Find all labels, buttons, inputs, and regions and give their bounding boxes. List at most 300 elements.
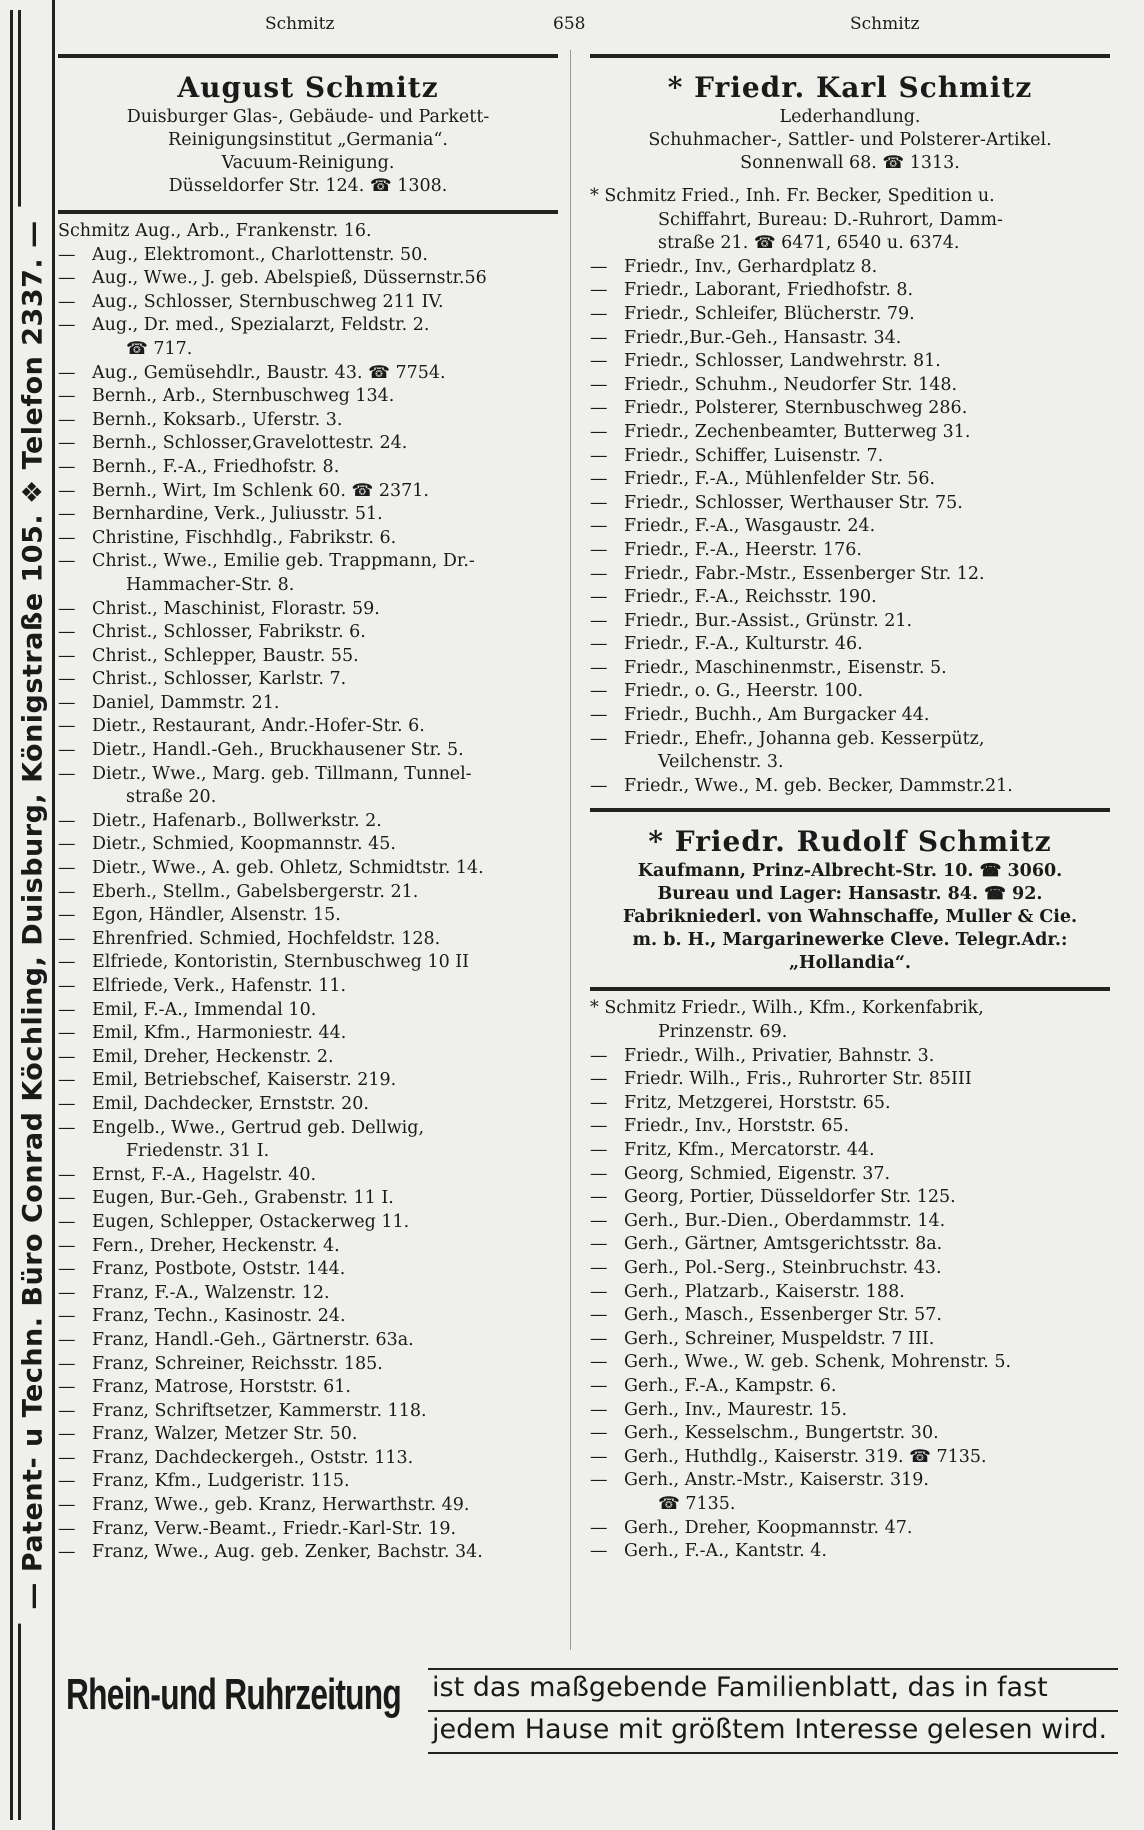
directory-entry (58, 881, 558, 905)
entry-text: Dietr., Wwe., Marg. geb. Tillmann, Tunnel- (92, 763, 472, 784)
entry-text: Friedr., Schlosser, Werthauser Str. 75. (624, 492, 963, 513)
entry-text: Franz, Walzer, Metzer Str. 50. (92, 1424, 358, 1445)
directory-entry (58, 975, 558, 999)
directory-entry (590, 279, 1110, 303)
rule (590, 987, 1110, 991)
entry-text: Dietr., Restaurant, Andr.-Hofer-Str. 6. (92, 716, 425, 737)
entry-text: Friedr.,Bur.-Geh., Hansastr. 34. (624, 327, 902, 348)
ditto-dash: — (590, 398, 608, 419)
directory-entry (58, 645, 558, 669)
ditto-dash: — (590, 1092, 608, 1113)
ditto-dash: — (58, 1447, 76, 1468)
directory-entry (58, 999, 558, 1023)
directory-entry (590, 610, 1110, 634)
ad-line: Kaufmann, Prinz-Albrecht-Str. 10. ☎ 3060. (637, 861, 1063, 882)
entry-text: Emil, F.-A., Immendal 10. (92, 999, 317, 1020)
directory-entry (590, 751, 1110, 775)
entry-text: Bernh., Wirt, Im Schlenk 60. ☎ 2371. (92, 480, 429, 501)
directory-entry (590, 1540, 1110, 1564)
entry-text: Friedr., Maschinenmstr., Eisenstr. 5. (624, 657, 947, 678)
directory-entry (58, 244, 558, 268)
ditto-dash: — (58, 480, 76, 501)
ditto-dash: — (58, 928, 76, 949)
ditto-dash: — (58, 834, 76, 855)
ad-line: Duisburger Glas-, Gebäude- und Parkett- (126, 107, 490, 127)
ditto-dash: — (590, 1328, 608, 1349)
directory-entry (58, 1258, 558, 1282)
ditto-dash: — (590, 1045, 608, 1066)
ditto-dash: — (58, 810, 76, 831)
directory-entry (58, 951, 558, 975)
entry-text: Gerh., Gärtner, Amtsgerichtsstr. 8a. (624, 1234, 943, 1255)
directory-entry (58, 1541, 558, 1565)
entry-text: Friedr., F.-A., Mühlenfelder Str. 56. (624, 469, 936, 490)
entry-text: Christ., Schlepper, Baustr. 55. (92, 645, 359, 666)
footer-rule (428, 1752, 1118, 1754)
directory-entry (590, 374, 1110, 398)
ditto-dash: — (58, 1023, 76, 1044)
ditto-dash: — (590, 303, 608, 324)
ditto-dash: — (590, 421, 608, 442)
entry-text: Friedr., Schiffer, Luisenstr. 7. (624, 445, 884, 466)
header-left: Schmitz (265, 14, 335, 34)
ad-line: Lederhandlung. (779, 107, 921, 127)
entry-text: Christine, Fischhdlg., Fabrikstr. 6. (92, 527, 397, 548)
entry-text: Gerh., Platzarb., Kaiserstr. 188. (624, 1281, 905, 1302)
ditto-dash: — (58, 1235, 76, 1256)
ditto-dash: — (58, 291, 76, 312)
ditto-dash: — (58, 1259, 76, 1280)
ad-line: Sonnenwall 68. ☎ 1313. (740, 153, 960, 173)
ditto-dash: — (58, 1377, 76, 1398)
entry-text: Friedr., F.-A., Heerstr. 176. (624, 539, 862, 560)
ditto-dash: — (58, 1495, 76, 1516)
entry-text: Fern., Dreher, Heckenstr. 4. (92, 1235, 340, 1256)
directory-entry (58, 763, 558, 787)
ditto-dash: — (58, 622, 76, 643)
right-column (590, 48, 1110, 1564)
entry-text: straße 20. (126, 787, 217, 808)
entry-text: Franz, Wwe., Aug. geb. Zenker, Bachstr. 34. (92, 1542, 483, 1563)
directory-entry (590, 350, 1110, 374)
ditto-dash: — (58, 716, 76, 737)
entry-text: Friedr. Wilh., Fris., Ruhrorter Str. 85III (624, 1069, 972, 1090)
ditto-dash: — (58, 1353, 76, 1374)
directory-entry (58, 385, 558, 409)
entry-text: Bernh., Koksarb., Uferstr. 3. (92, 409, 343, 430)
ditto-dash: — (58, 386, 76, 407)
entry-text: Dietr., Wwe., A. geb. Ohletz, Schmidtstr. 14. (92, 858, 484, 879)
entry-text: * Schmitz Fried., Inh. Fr. Becker, Spedition u. (590, 186, 995, 206)
directory-entry (58, 928, 558, 952)
entry-text: Friedr., F.-A., Reichsstr. 190. (624, 587, 877, 608)
entry-text: Gerh., Huthdlg., Kaiserstr. 319. ☎ 7135. (624, 1446, 987, 1467)
ditto-dash: — (58, 504, 76, 525)
entry-text: Gerh., F.-A., Kantstr. 4. (624, 1541, 827, 1562)
entry-text: Dietr., Handl.-Geh., Bruckhausener Str. 5. (92, 740, 464, 761)
entry-text: Gerh., Pol.-Serg., Steinbruchstr. 43. (624, 1257, 942, 1278)
footer-line: jedem Hause mit größtem Interesse gelesen wird. (432, 1714, 1108, 1745)
ditto-dash: — (590, 469, 608, 490)
ditto-dash: — (58, 1518, 76, 1539)
ditto-dash: — (58, 527, 76, 548)
entry-text: Dietr., Schmied, Koopmannstr. 45. (92, 834, 396, 855)
entry-list (58, 220, 558, 1565)
entry-text: Gerh., Dreher, Koopmannstr. 47. (624, 1517, 913, 1538)
ditto-dash: — (58, 669, 76, 690)
directory-entry (590, 1045, 1110, 1069)
ditto-dash: — (590, 327, 608, 348)
directory-entry (590, 468, 1110, 492)
entry-text: Aug., Schlosser, Sternbuschweg 211 IV. (92, 291, 444, 312)
entry-text: Friedr., Ehefr., Johanna geb. Kesserpütz, (624, 728, 985, 749)
directory-entry (590, 397, 1110, 421)
directory-entry (590, 704, 1110, 728)
ad-august-schmitz (58, 64, 558, 204)
directory-entry (590, 1517, 1110, 1541)
entry-text: Ehrenfried. Schmied, Hochfeldstr. 128. (92, 928, 441, 949)
directory-entry (590, 633, 1110, 657)
directory-entry (590, 1375, 1110, 1399)
directory-entry (58, 692, 558, 716)
directory-entry (590, 445, 1110, 469)
entry-text: Friedr., Schleifer, Blücherstr. 79. (624, 303, 915, 324)
entry-text: Friedr., o. G., Heerstr. 100. (624, 681, 864, 702)
ditto-dash: — (58, 1329, 76, 1350)
directory-entry (590, 728, 1110, 752)
entry-text: Friedr., Zechenbeamter, Butterweg 31. (624, 421, 971, 442)
directory-entry (58, 1093, 558, 1117)
directory-entry (58, 1423, 558, 1447)
ditto-dash: — (590, 1257, 608, 1278)
directory-entry (58, 267, 558, 291)
ditto-dash: — (58, 1070, 76, 1091)
ad-line: Schuhmacher-, Sattler- und Polsterer-Artikel. (648, 130, 1052, 150)
ditto-dash: — (590, 1399, 608, 1420)
ditto-dash: — (590, 256, 608, 277)
entry-text: Veilchenstr. 3. (658, 752, 784, 773)
rule (590, 54, 1110, 58)
entry-text: Friedenstr. 31 I. (126, 1141, 270, 1162)
directory-entry (58, 480, 558, 504)
entry-text: Franz, Dachdeckergeh., Oststr. 113. (92, 1447, 414, 1468)
footer-line: ist das maßgebende Familienblatt, das in fast (432, 1672, 1048, 1703)
ditto-dash: — (590, 1187, 608, 1208)
ditto-dash: — (58, 1282, 76, 1303)
ditto-dash: — (58, 1117, 76, 1138)
directory-entry (590, 1328, 1110, 1352)
directory-entry (590, 1021, 1110, 1045)
ditto-dash: — (590, 1210, 608, 1231)
ditto-dash: — (58, 763, 76, 784)
ditto-dash: — (58, 1046, 76, 1067)
ditto-dash: — (58, 952, 76, 973)
directory-entry (58, 621, 558, 645)
ditto-dash: — (58, 881, 76, 902)
entry-text: Friedr., Wwe., M. geb. Becker, Dammstr.21. (624, 775, 1013, 796)
ditto-dash: — (590, 1234, 608, 1255)
directory-entry (590, 303, 1110, 327)
footer-rule (428, 1710, 1118, 1712)
entry-text: Eugen, Schlepper, Ostackerweg 11. (92, 1211, 410, 1232)
ditto-dash: — (58, 268, 76, 289)
ad-name: August Schmitz (177, 71, 439, 104)
entry-text: Christ., Schlosser, Fabrikstr. 6. (92, 622, 366, 643)
ditto-dash: — (590, 563, 608, 584)
entry-text: ☎ 7135. (658, 1493, 736, 1514)
directory-entry (58, 833, 558, 857)
column-divider (570, 50, 571, 1650)
entry-text: Eberh., Stellm., Gabelsbergerstr. 21. (92, 881, 419, 902)
directory-entry (590, 1115, 1110, 1139)
ditto-dash: — (58, 1471, 76, 1492)
directory-entry (58, 904, 558, 928)
entry-text: Christ., Wwe., Emilie geb. Trappmann, Dr.- (92, 551, 475, 572)
entry-text: Franz, Techn., Kasinostr. 24. (92, 1306, 346, 1327)
directory-entry (590, 586, 1110, 610)
directory-entry (58, 338, 558, 362)
ditto-dash: — (58, 740, 76, 761)
entry-text: Friedr., Wilh., Privatier, Bahnstr. 3. (624, 1045, 935, 1066)
directory-entry (58, 1069, 558, 1093)
entry-text: Aug., Dr. med., Spezialarzt, Feldstr. 2. (92, 315, 430, 336)
ad-friedr-rudolf-schmitz (590, 818, 1110, 981)
directory-entry (590, 492, 1110, 516)
directory-entry (590, 1186, 1110, 1210)
entry-text: * Schmitz Friedr., Wilh., Kfm., Korkenfabrik, (590, 998, 984, 1019)
directory-entry (58, 1282, 558, 1306)
entry-text: Georg, Schmied, Eigenstr. 37. (624, 1163, 891, 1184)
ad-name: * Friedr. Rudolf Schmitz (648, 825, 1052, 859)
entry-text: Franz, Postbote, Oststr. 144. (92, 1259, 346, 1280)
ditto-dash: — (590, 1446, 608, 1467)
entry-text: straße 21. ☎ 6471, 6540 u. 6374. (658, 233, 960, 254)
directory-entry (58, 786, 558, 810)
ditto-dash: — (58, 362, 76, 383)
ditto-dash: — (590, 1375, 608, 1396)
entry-text: Georg, Portier, Düsseldorfer Str. 125. (624, 1187, 956, 1208)
entry-text: Gerh., Masch., Essenberger Str. 57. (624, 1305, 942, 1326)
directory-entry (58, 1494, 558, 1518)
entry-text: Bernh., F.-A., Friedhofstr. 8. (92, 456, 340, 477)
entry-text: Emil, Dachdecker, Ernststr. 20. (92, 1093, 369, 1114)
entry-list (590, 997, 1110, 1563)
directory-entry (590, 1163, 1110, 1187)
entry-text: Friedr., Buchh., Am Burgacker 44. (624, 705, 930, 726)
directory-entry (58, 1353, 558, 1377)
ad-line: Fabrikniederl. von Wahnschaffe, Muller & Cie. (622, 907, 1078, 928)
entry-text: Friedr., F.-A., Kulturstr. 46. (624, 634, 863, 655)
ditto-dash: — (58, 244, 76, 265)
directory-entry (58, 527, 558, 551)
entry-text: Emil, Kfm., Harmoniestr. 44. (92, 1023, 347, 1044)
directory-entry (58, 574, 558, 598)
entry-text: Friedr., Schuhm., Neudorfer Str. 148. (624, 374, 958, 395)
entry-text: Gerh., Anstr.-Mstr., Kaiserstr. 319. (624, 1470, 929, 1491)
ditto-dash: — (590, 539, 608, 560)
directory-entry (58, 668, 558, 692)
directory-entry (58, 715, 558, 739)
directory-entry (58, 1470, 558, 1494)
directory-entry (58, 456, 558, 480)
rule (590, 808, 1110, 812)
ad-line: „Hollandia“. (788, 953, 911, 974)
entry-text: Fritz, Metzgerei, Horststr. 65. (624, 1092, 891, 1113)
ditto-dash: — (590, 351, 608, 372)
entry-text: Prinzenstr. 69. (658, 1022, 788, 1043)
page-number: 658 (553, 14, 586, 34)
directory-entry (58, 220, 558, 244)
header-right: Schmitz (850, 14, 920, 34)
ditto-dash: — (590, 587, 608, 608)
ditto-dash: — (590, 728, 608, 749)
entry-text: Bernh., Arb., Sternbuschweg 134. (92, 386, 395, 407)
ditto-dash: — (58, 976, 76, 996)
page-header (60, 6, 1132, 40)
directory-entry (58, 739, 558, 763)
entry-text: Christ., Schlosser, Karlstr. 7. (92, 669, 347, 690)
footer-rule (428, 1668, 1118, 1670)
rule (58, 210, 558, 214)
directory-entry (58, 1400, 558, 1424)
entry-text: Ernst, F.-A., Hagelstr. 40. (92, 1164, 317, 1185)
directory-entry (590, 1139, 1110, 1163)
directory-entry (58, 1164, 558, 1188)
entry-text: Friedr., Fabr.-Mstr., Essenberger Str. 12. (624, 563, 985, 584)
directory-entry (58, 857, 558, 881)
entry-text: Friedr., Bur.-Assist., Grünstr. 21. (624, 610, 913, 631)
directory-entry (58, 1022, 558, 1046)
ditto-dash: — (590, 1352, 608, 1373)
directory-entry (590, 1469, 1110, 1493)
entry-text: Emil, Dreher, Heckenstr. 2. (92, 1046, 334, 1067)
directory-entry (58, 503, 558, 527)
directory-entry (590, 232, 1110, 256)
ditto-dash: — (58, 1188, 76, 1209)
ditto-dash: — (590, 1470, 608, 1491)
ditto-dash: — (590, 610, 608, 631)
entry-text: Franz, Kfm., Ludgeristr. 115. (92, 1471, 350, 1492)
entry-text: Elfriede, Verk., Hafenstr. 11. (92, 976, 347, 996)
directory-entry (58, 409, 558, 433)
footer-advertisement (58, 1662, 1120, 1772)
ditto-dash: — (590, 374, 608, 395)
directory-entry (590, 1351, 1110, 1375)
ditto-dash: — (58, 1424, 76, 1445)
sidebar-text: — Patent- u Techn. Büro Conrad Köchling, Duisburg, Königstraße 105. ❖ Telefon 2337. — (18, 206, 49, 1623)
entry-text: Franz, Schreiner, Reichsstr. 185. (92, 1353, 383, 1374)
directory-entry (590, 680, 1110, 704)
directory-entry (590, 1399, 1110, 1423)
directory-entry (58, 1235, 558, 1259)
ditto-dash: — (58, 1093, 76, 1114)
ditto-dash: — (590, 1069, 608, 1090)
entry-text: Franz, Handl.-Geh., Gärtnerstr. 63a. (92, 1329, 414, 1350)
newspaper-title: Rhein-und Ruhrzeitung (66, 1670, 402, 1719)
directory-entry (58, 291, 558, 315)
directory-entry (590, 1493, 1110, 1517)
entry-text: Christ., Maschinist, Florastr. 59. (92, 598, 380, 619)
directory-entry (590, 1304, 1110, 1328)
directory-entry (590, 515, 1110, 539)
ditto-dash: — (590, 1281, 608, 1302)
directory-entry (58, 550, 558, 574)
directory-entry (58, 598, 558, 622)
directory-entry (58, 1046, 558, 1070)
ditto-dash: — (58, 645, 76, 666)
directory-entry (590, 1281, 1110, 1305)
entry-text: Friedr., Inv., Gerhardplatz 8. (624, 256, 878, 277)
ditto-dash: — (58, 1306, 76, 1327)
entry-text: Friedr., Inv., Horststr. 65. (624, 1116, 850, 1137)
directory-entry (590, 185, 1110, 209)
ditto-dash: — (58, 692, 76, 713)
ditto-dash: — (590, 1517, 608, 1538)
ditto-dash: — (58, 551, 76, 572)
entry-text: Gerh., Schreiner, Muspeldstr. 7 III. (624, 1328, 935, 1349)
directory-entry (590, 657, 1110, 681)
ditto-dash: — (58, 1542, 76, 1563)
directory-entry (58, 1187, 558, 1211)
ditto-dash: — (58, 999, 76, 1020)
entry-text: Franz, F.-A., Walzenstr. 12. (92, 1282, 330, 1303)
directory-entry (58, 1447, 558, 1471)
ditto-dash: — (590, 657, 608, 678)
entry-text: ☎ 717. (126, 338, 193, 359)
ditto-dash: — (590, 1541, 608, 1562)
ditto-dash: — (590, 1163, 608, 1184)
directory-entry (590, 563, 1110, 587)
ditto-dash: — (58, 858, 76, 879)
ditto-dash: — (590, 492, 608, 513)
directory-entry (590, 1068, 1110, 1092)
directory-entry (590, 256, 1110, 280)
ditto-dash: — (590, 280, 608, 301)
ditto-dash: — (590, 634, 608, 655)
entry-text: Emil, Betriebschef, Kaiserstr. 219. (92, 1070, 397, 1091)
ad-line: Bureau und Lager: Hansastr. 84. ☎ 92. (657, 884, 1043, 905)
ditto-dash: — (58, 409, 76, 430)
ad-name: * Friedr. Karl Schmitz (667, 71, 1033, 104)
directory-entry (58, 314, 558, 338)
left-column (58, 48, 558, 1565)
entry-text: Eugen, Bur.-Geh., Grabenstr. 11 I. (92, 1188, 394, 1209)
entry-text: Friedr., Schlosser, Landwehrstr. 81. (624, 351, 941, 372)
entry-text: Gerh., Wwe., W. geb. Schenk, Mohrenstr. 5. (624, 1352, 1012, 1373)
directory-entry (590, 421, 1110, 445)
entry-text: Schiffahrt, Bureau: D.-Ruhrort, Damm- (658, 209, 1003, 230)
entry-text: Fritz, Kfm., Mercatorstr. 44. (624, 1140, 875, 1160)
ad-line: Reinigungsinstitut „Germania“. (168, 130, 448, 150)
directory-entry (58, 432, 558, 456)
directory-entry (590, 1092, 1110, 1116)
ditto-dash: — (590, 1116, 608, 1137)
directory-entry (58, 1329, 558, 1353)
entry-text: Franz, Schriftsetzer, Kammerstr. 118. (92, 1400, 427, 1421)
ad-line: Vacuum-Reinigung. (221, 153, 395, 173)
entry-text: Egon, Händler, Alsenstr. 15. (92, 905, 341, 926)
directory-entry (58, 1518, 558, 1542)
ditto-dash: — (58, 1400, 76, 1421)
directory-entry (58, 810, 558, 834)
entry-text: Franz, Matrose, Horststr. 61. (92, 1377, 351, 1398)
ditto-dash: — (590, 1305, 608, 1326)
directory-entry (590, 209, 1110, 233)
directory-entry (590, 997, 1110, 1021)
ditto-dash: — (590, 445, 608, 466)
entry-text: Franz, Verw.-Beamt., Friedr.-Karl-Str. 19. (92, 1518, 457, 1539)
entry-text: Friedr., F.-A., Wasgaustr. 24. (624, 516, 876, 537)
